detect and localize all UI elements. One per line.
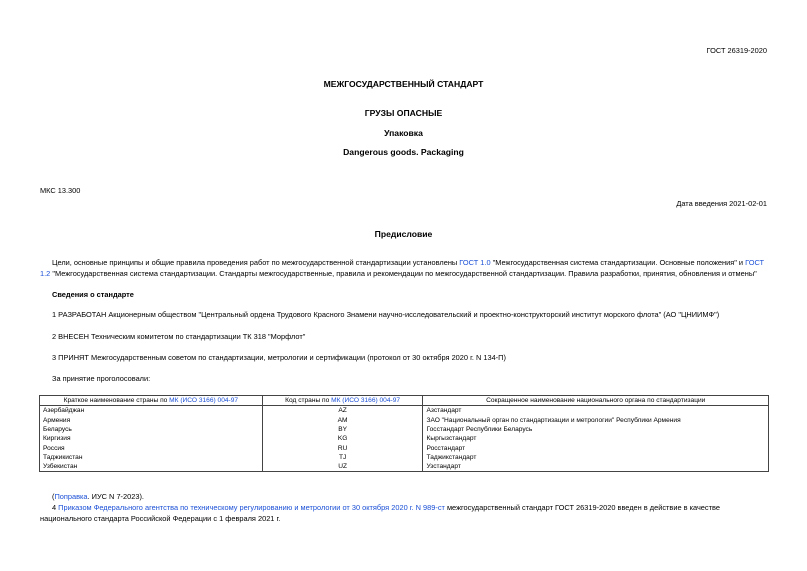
- country-cell: Таджикистан: [40, 453, 263, 462]
- voting-table: [39, 395, 769, 472]
- body-cell: Азстандарт: [423, 406, 769, 416]
- country-cell: Беларусь: [40, 425, 263, 434]
- foreword-heading: Предисловие: [374, 229, 433, 239]
- body-cell: Узстандарт: [423, 462, 769, 472]
- header-body: Сокращенное наименование национального органа по стандартизации: [423, 396, 769, 406]
- body-cell: Кыргызстандарт: [423, 434, 769, 443]
- code-cell: RU: [262, 443, 423, 452]
- amendment-note: (Поправка. ИУС N 7-2023).: [52, 492, 144, 501]
- foreword-text-3: "Межгосударственная система стандартизации. Стандарты межгосударственные, правила и рекомендации по межгосударственной стандартизации. Правила разработки, принятия, обновления и отмены": [50, 268, 757, 278]
- title-ru: ГРУЗЫ ОПАСНЫЕ: [364, 108, 443, 118]
- voted-label: За принятие проголосовали:: [52, 374, 151, 383]
- country-cell: Узбекистан: [40, 462, 263, 472]
- item-3: 3 ПРИНЯТ Межгосударственным советом по стандартизации, метрологии и сертификации (протокол от 30 октября 2020 г. N 134-П): [52, 353, 506, 362]
- table-row: [40, 453, 769, 462]
- body-cell: Госстандарт Республики Беларусь: [423, 425, 769, 434]
- item-2: 2 ВНЕСЕН Техническим комитетом по стандартизации ТК 318 "Морфлот": [52, 332, 306, 341]
- table-row: [40, 416, 769, 425]
- mk-iso-link[interactable]: МК (ИСО 3166) 004-97: [169, 397, 239, 405]
- mks-code: МКС 13.300: [40, 186, 81, 195]
- country-cell: Киргизия: [40, 434, 263, 443]
- mk-iso-link[interactable]: МК (ИСО 3166) 004-97: [331, 397, 401, 405]
- intro-date: Дата введения 2021-02-01: [676, 199, 767, 208]
- code-cell: KG: [262, 434, 423, 443]
- foreword-text-1: Цели, основные принципы и общие правила проведения работ по межгосударственной стандартизации установлены: [52, 258, 460, 267]
- code-cell: AZ: [262, 406, 423, 416]
- table-row: [40, 462, 769, 472]
- code-cell: TJ: [262, 453, 423, 462]
- table-header-row: [40, 396, 769, 406]
- country-cell: Россия: [40, 443, 263, 452]
- body-cell: Таджикстандарт: [423, 453, 769, 462]
- standard-type: МЕЖГОСУДАРСТВЕННЫЙ СТАНДАРТ: [323, 79, 484, 89]
- body-cell: ЗАО "Национальный орган по стандартизации и метрологии" Республики Армения: [423, 416, 769, 425]
- title-en: Dangerous goods. Packaging: [343, 147, 464, 157]
- table-row: [40, 406, 769, 416]
- code-cell: AM: [262, 416, 423, 425]
- doc-code-header: ГОСТ 26319-2020: [706, 46, 767, 55]
- subtitle-ru: Упаковка: [384, 128, 423, 138]
- foreword-text-2: "Межгосударственная система стандартизации. Основные положения" и: [490, 258, 746, 267]
- country-cell: Армения: [40, 416, 263, 425]
- header-code: Код страны по МК (ИСО 3166) 004-97: [262, 396, 423, 406]
- item-1: 1 РАЗРАБОТАН Акционерным обществом "Центральный ордена Трудового Красного Знамени научно-исследовательский и проектно-конструкторский институт морского флота" (АО "ЦНИИМФ"): [52, 310, 720, 319]
- code-cell: BY: [262, 425, 423, 434]
- table-row: [40, 425, 769, 434]
- item-4: 4 Приказом Федерального агентства по техническому регулированию и метрологии от 30 октября 2020 г. N 989-ст межгосударственный стандарт ГОСТ 26319-2020 введен в действие в качестве национального стандарта Российской Федерации с 1 февраля 2021 г.: [40, 503, 720, 523]
- table-row: [40, 443, 769, 452]
- body-cell: Росстандарт: [423, 443, 769, 452]
- foreword-paragraph: [40, 258, 770, 279]
- gost-1-0-link[interactable]: ГОСТ 1.0: [459, 258, 491, 267]
- order-link[interactable]: Приказом Федерального агентства по техническому регулированию и метрологии от 30 октября 2020 г. N 989-ст: [58, 503, 445, 512]
- info-heading: Сведения о стандарте: [52, 290, 134, 299]
- table-row: [40, 434, 769, 443]
- amendment-link[interactable]: Поправка: [54, 492, 88, 501]
- code-cell: UZ: [262, 462, 423, 472]
- gost-1-2-link[interactable]: ГОСТ 1.2: [40, 258, 765, 278]
- country-cell: Азербайджан: [40, 406, 263, 416]
- header-country: Краткое наименование страны по МК (ИСО 3166) 004-97: [40, 396, 263, 406]
